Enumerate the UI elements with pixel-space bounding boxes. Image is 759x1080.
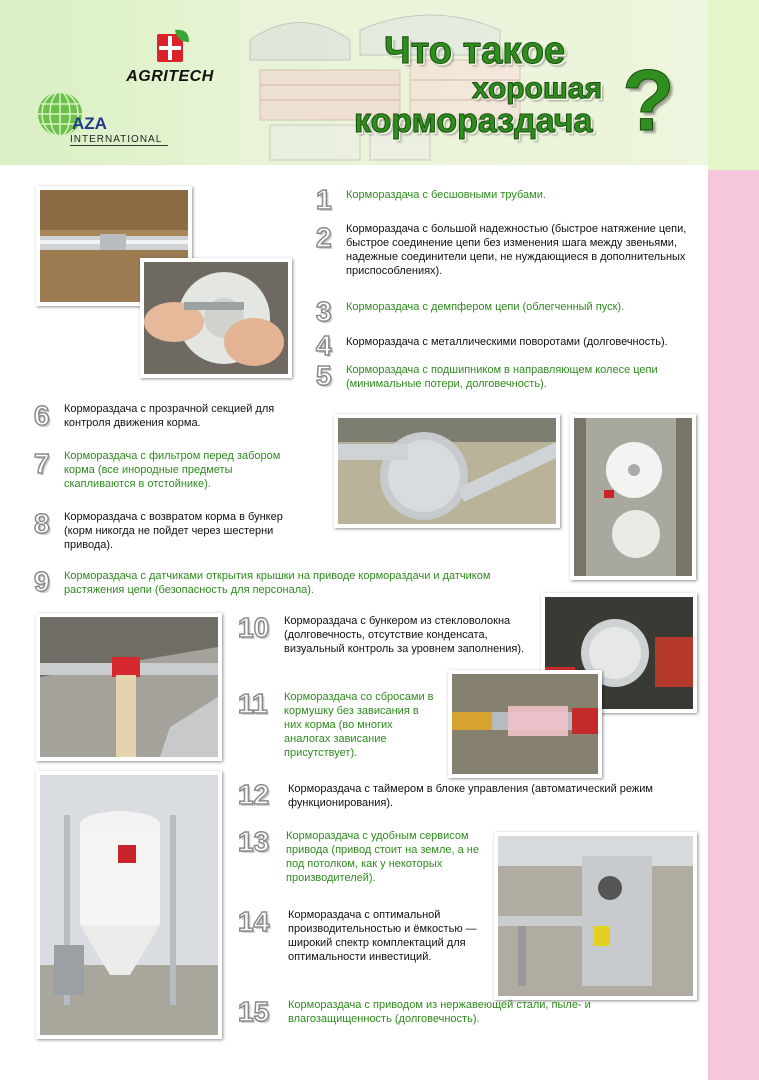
item-text-12: Кормораздача с таймером в блоке управления (автоматический режим функционирования). (288, 783, 653, 809)
item-text-6: Кормораздача с прозрачной секцией для контроля движения корма. (64, 403, 275, 429)
item-text-3: Кормораздача с демпфером цепи (облегченный пуск). (346, 301, 625, 313)
item-number-2: 2 (316, 222, 332, 253)
item-text-9: Кормораздача с датчиками открытия крышки на приводе кормораздачи и датчиком растяжения цепи (безопасность для персонала). (64, 570, 491, 596)
agritech-brand-text: AGRITECH (126, 68, 214, 85)
item-number-4: 4 (316, 330, 332, 361)
agritech-logo (110, 28, 230, 90)
item-text-1: Кормораздача с бесшовными трубами. (346, 189, 546, 201)
item-number-5: 5 (316, 360, 332, 391)
header-banner (0, 0, 759, 165)
item-number-6: 6 (34, 400, 50, 431)
agritech-leaf-icon (155, 28, 191, 64)
photo-drop-tube (36, 613, 222, 761)
item-text-5: Кормораздача с подшипником в направляющем колесе цепи (минимальные потери, долговечность). (346, 364, 658, 390)
photo-dropper (448, 670, 602, 778)
item-text-13: Кормораздача с удобным сервисом привода (привод стоит на земле, а не под потолком, как у некоторых производителей). (286, 830, 479, 884)
aza-subtitle: INTERNATIONAL (70, 134, 168, 146)
photo-chain-hands (140, 258, 292, 378)
item-number-8: 8 (34, 508, 50, 539)
item-text-11: Кормораздача со сбросами в кормушку без зависания в них корма (во многих аналогах зависание присутствует). (284, 691, 434, 759)
title-question-mark: ? (622, 53, 675, 149)
item-number-12: 12 (238, 779, 270, 810)
item-number-9: 9 (34, 566, 50, 597)
item-text-15: Кормораздача с приводом из нержавеющей стали, пыле- и влагозащищенность (долговечность). (288, 999, 591, 1025)
photo-drive-unit (494, 832, 697, 1000)
photo-transparent-section (570, 414, 696, 580)
item-number-3: 3 (316, 296, 332, 327)
aza-word: AZA (72, 114, 107, 133)
title-line-3: кормораздача (354, 102, 593, 140)
item-text-14: Кормораздача с оптимальной производительностью и ёмкостью — широкий спектр комплектаций для оптимальности инвестиций. (288, 909, 477, 963)
item-text-2: Кормораздача с большой надежностью (быстрое натяжение цепи, быстрое соединение цепи без изменения шага между звеньями, надежные соединители цепи, не нуждающиеся в дополнительных приспособлениях). (346, 223, 687, 277)
title-line-2: хорошая (472, 72, 603, 105)
aza-logo (36, 90, 166, 150)
item-number-7: 7 (34, 448, 50, 479)
item-number-14: 14 (238, 906, 270, 937)
item-number-15: 15 (238, 996, 270, 1027)
page-title (350, 30, 680, 150)
item-text-4: Кормораздача с металлическими поворотами (долговечность). (346, 336, 668, 348)
photo-metal-bend (334, 414, 560, 528)
right-accent-bar-top (708, 0, 759, 170)
photo-silo (36, 771, 222, 1039)
title-line-1: Что такое (384, 30, 566, 72)
item-number-10: 10 (238, 612, 270, 643)
right-accent-bar (708, 170, 759, 1080)
item-text-7: Кормораздача с фильтром перед забором корма (все инородные предметы скапливаются в отстойнике). (64, 450, 281, 490)
item-text-8: Кормораздача с возвратом корма в бункер (корм никогда не пойдет через шестерни привода). (64, 511, 283, 551)
item-number-1: 1 (316, 184, 332, 215)
item-text-10: Кормораздача с бункером из стекловолокна (долговечность, отсутствие конденсата, визуальный контроль за уровнем заполнения). (284, 615, 525, 655)
item-number-13: 13 (238, 826, 270, 857)
item-number-11: 11 (238, 688, 268, 719)
